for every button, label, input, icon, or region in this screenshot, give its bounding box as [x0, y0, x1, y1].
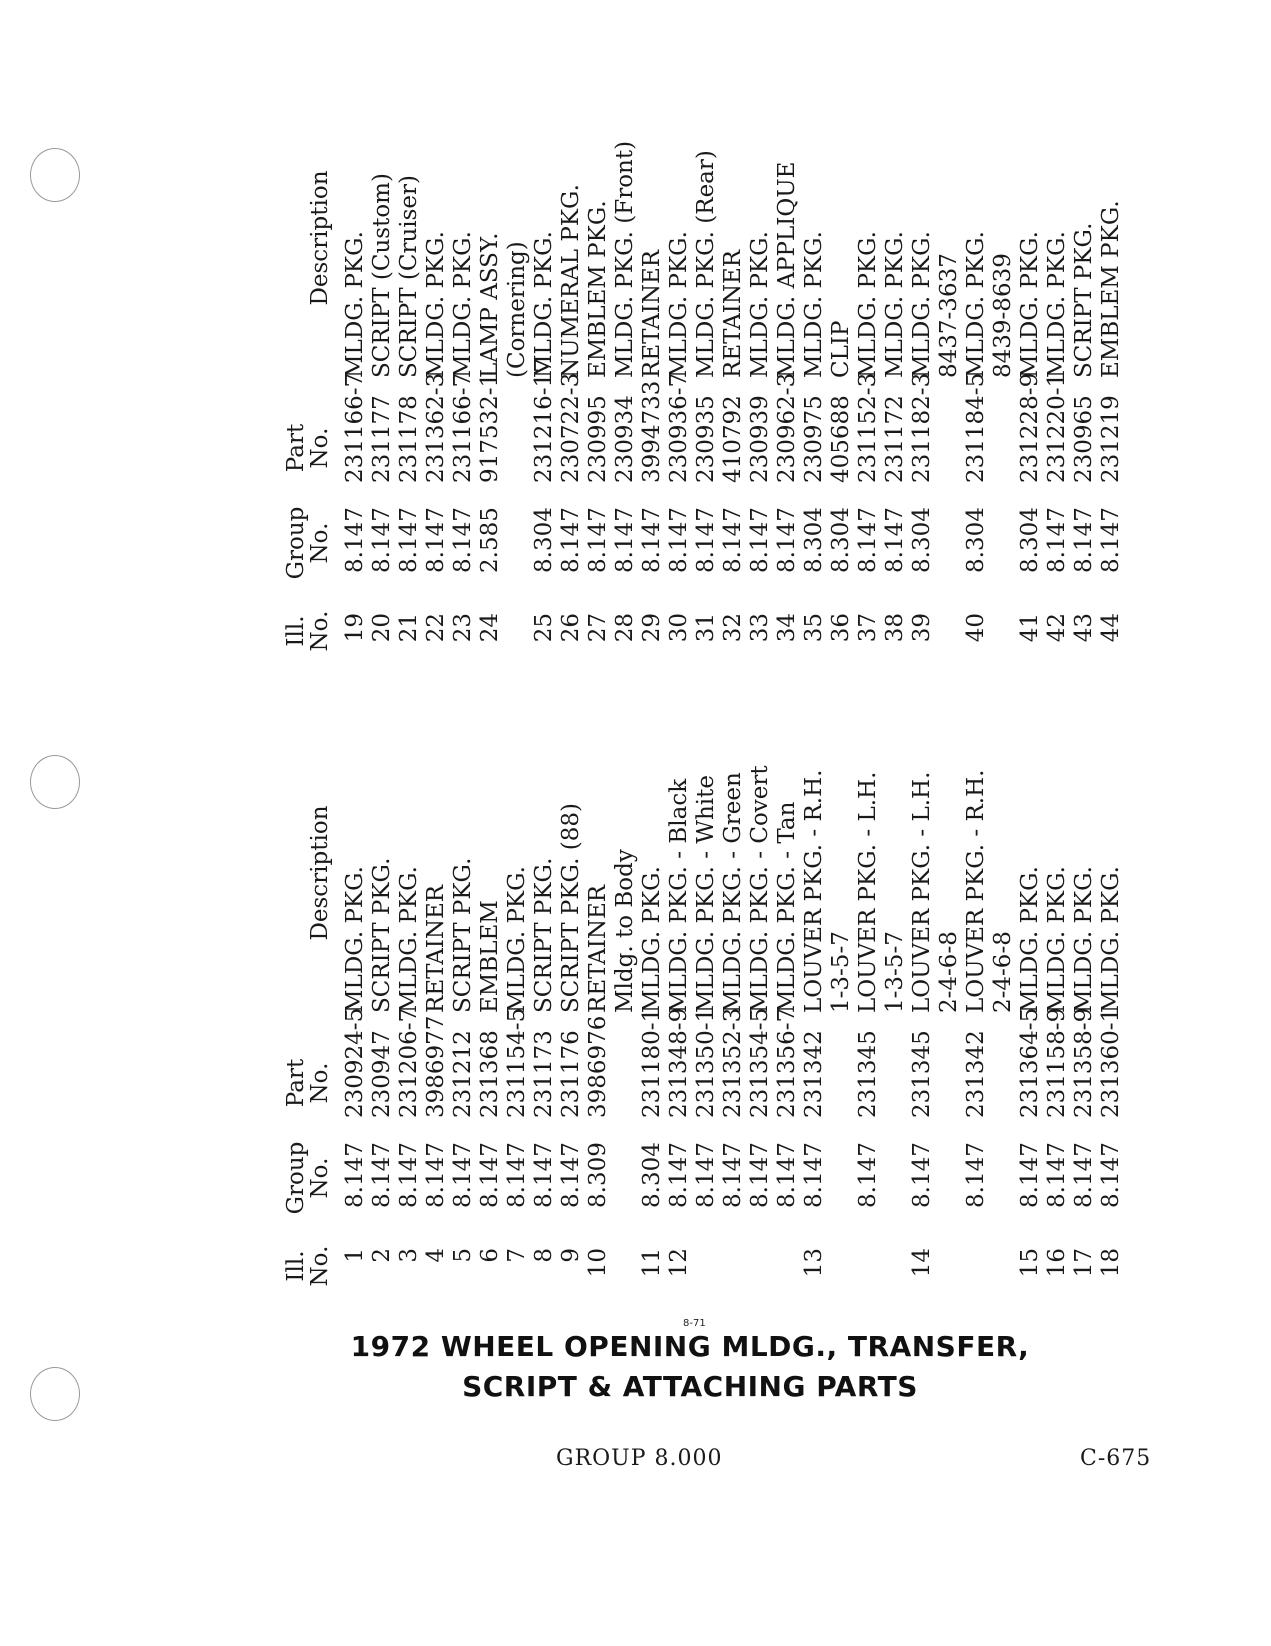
table-row: [531, 93, 558, 653]
part-number: 231180-1: [639, 1007, 665, 1118]
page-title-line-2: SCRIPT & ATTACHING PARTS: [462, 1370, 918, 1403]
group-number: 8.147: [423, 507, 449, 573]
group-number: 8.147: [369, 507, 395, 573]
part-number: 231342: [801, 1030, 827, 1118]
group-number: 2.585: [477, 507, 503, 573]
ill-number: 44: [1098, 613, 1124, 643]
part-number: 230965: [1071, 395, 1097, 483]
part-number: 231182-3: [909, 372, 935, 483]
group-number: 8.147: [801, 1142, 827, 1208]
group-number: 8.147: [423, 1142, 449, 1208]
table-row: [1071, 93, 1098, 653]
part-number: 231350-1: [693, 1007, 719, 1118]
group-number: 8.147: [693, 1142, 719, 1208]
table-row: [396, 678, 423, 1288]
part-number: 231206-7: [396, 1007, 422, 1118]
ill-number: 28: [612, 613, 638, 643]
ill-number: 12: [666, 1248, 692, 1278]
description: LOUVER PKG. - R.H.: [801, 769, 827, 1013]
table-row: [720, 93, 747, 653]
description: (Cornering): [504, 241, 530, 378]
part-number: 231158-9: [1044, 1007, 1070, 1118]
description: MLDG. PKG.: [639, 866, 665, 1013]
ill-number: 35: [801, 613, 827, 643]
table-row: [990, 678, 1017, 1288]
table-row: [1098, 93, 1125, 653]
group-number: 8.147: [477, 1142, 503, 1208]
group-number: 8.147: [774, 507, 800, 573]
part-number: 230995: [585, 395, 611, 483]
part-number: 3994733: [639, 380, 665, 483]
ill-number: 25: [531, 613, 557, 643]
part-number: 3986976: [585, 1015, 611, 1118]
table-row: [450, 678, 477, 1288]
ill-number: 15: [1017, 1248, 1043, 1278]
ill-number: 23: [450, 613, 476, 643]
table-row: [801, 93, 828, 653]
description: MLDG. PKG.: [342, 866, 368, 1013]
description: EMBLEM PKG.: [585, 200, 611, 378]
binder-hole-top: [30, 148, 80, 202]
description: MLDG. PKG. - Tan: [774, 801, 800, 1013]
header-group: Group No.: [283, 1141, 333, 1215]
description: MLDG. PKG. (Rear): [693, 150, 719, 378]
description: MLDG. PKG.: [423, 231, 449, 378]
table-row: [693, 93, 720, 653]
table-row: [909, 93, 936, 653]
description: MLDG. APPLIQUE: [774, 161, 800, 378]
group-number: 8.147: [585, 507, 611, 573]
part-number: 231219: [1098, 395, 1124, 483]
group-number: 8.147: [1098, 1142, 1124, 1208]
part-number: 230947: [369, 1030, 395, 1118]
description: MLDG. PKG. - White: [693, 774, 719, 1013]
ill-number: 22: [423, 613, 449, 643]
table-row: [747, 93, 774, 653]
description: SCRIPT (Custom): [369, 173, 395, 378]
description: SCRIPT PKG.: [369, 857, 395, 1013]
ill-number: 4: [423, 1248, 449, 1263]
table-row: [1044, 93, 1071, 653]
group-number: 8.304: [909, 507, 935, 573]
description: NUMERAL PKG.: [558, 184, 584, 378]
description: RETAINER: [639, 249, 665, 378]
group-number: 8.147: [855, 1142, 881, 1208]
part-number: 230939: [747, 395, 773, 483]
table-row: [963, 678, 990, 1288]
part-number: 231166-7: [450, 372, 476, 483]
part-number: 231228-9: [1017, 372, 1043, 483]
group-number: 8.147: [1017, 1142, 1043, 1208]
description: MLDG. PKG. - Covert: [747, 765, 773, 1013]
header-group: Group No.: [283, 506, 333, 580]
ill-number: 26: [558, 613, 584, 643]
group-number: 8.147: [639, 507, 665, 573]
ill-number: 38: [882, 613, 908, 643]
description: MLDG. PKG.: [801, 231, 827, 378]
table-row: [774, 93, 801, 653]
table-row: [477, 678, 504, 1288]
ill-number: 10: [585, 1248, 611, 1278]
description: MLDG. PKG.: [882, 231, 908, 378]
description: 2-4-6-8: [990, 931, 1016, 1013]
group-number: 8.147: [963, 1142, 989, 1208]
description: MLDG. PKG.: [342, 231, 368, 378]
part-number: 230722-3: [558, 372, 584, 483]
description: 1-3-5-7: [882, 931, 908, 1013]
part-number: 231360-1: [1098, 1007, 1124, 1118]
description: SCRIPT PKG.: [531, 857, 557, 1013]
part-number: 231352-3: [720, 1007, 746, 1118]
group-number: 8.304: [1017, 507, 1043, 573]
table-row: [963, 93, 990, 653]
part-number: 231154-5: [504, 1007, 530, 1118]
part-number: 231345: [909, 1030, 935, 1118]
description: RETAINER: [423, 884, 449, 1013]
ill-number: 9: [558, 1248, 584, 1263]
description: LOUVER PKG. - L.H.: [855, 771, 881, 1013]
header-part: Part No.: [283, 1058, 333, 1108]
part-number: 231172: [882, 395, 908, 483]
description: SCRIPT PKG.: [450, 857, 476, 1013]
table-row: [666, 93, 693, 653]
date-code: 8-71: [683, 1318, 706, 1329]
table-row: [504, 93, 531, 653]
description: MLDG. PKG.: [1044, 231, 1070, 378]
part-number: 230934: [612, 395, 638, 483]
ill-number: 13: [801, 1248, 827, 1278]
description: SCRIPT PKG. (88): [558, 803, 584, 1013]
group-number: 8.147: [1098, 507, 1124, 573]
ill-number: 36: [828, 613, 854, 643]
ill-number: 34: [774, 613, 800, 643]
description: MLDG. PKG.: [396, 866, 422, 1013]
parts-table-left: [260, 678, 1140, 1288]
group-number: 8.147: [1071, 1142, 1097, 1208]
description: SCRIPT PKG.: [1071, 222, 1097, 378]
ill-number: 43: [1071, 613, 1097, 643]
table-row: [531, 678, 558, 1288]
description: LOUVER PKG. - L.H.: [909, 771, 935, 1013]
page-number: C-675: [1080, 1446, 1152, 1471]
group-number: 8.147: [396, 507, 422, 573]
group-number: 8.147: [504, 1142, 530, 1208]
table-body: [342, 678, 1125, 1288]
part-number: 231177: [369, 395, 395, 483]
group-number: 8.147: [855, 507, 881, 573]
group-number: 8.147: [747, 1142, 773, 1208]
ill-number: 5: [450, 1248, 476, 1263]
part-number: 231220-1: [1044, 372, 1070, 483]
table-row: [612, 678, 639, 1288]
table-row: [855, 678, 882, 1288]
part-number: 231166-7: [342, 372, 368, 483]
part-number: 231173: [531, 1030, 557, 1118]
part-number: 231212: [450, 1030, 476, 1118]
table-row: [612, 93, 639, 653]
group-number: 8.147: [1044, 507, 1070, 573]
description: 8437-3637: [936, 253, 962, 378]
table-row: [477, 93, 504, 653]
part-number: 230975: [801, 395, 827, 483]
ill-number: 3: [396, 1248, 422, 1263]
description: MLDG. PKG.: [1044, 866, 1070, 1013]
part-number: 231348-9: [666, 1007, 692, 1118]
ill-number: 42: [1044, 613, 1070, 643]
group-number: 8.304: [828, 507, 854, 573]
table-row: [504, 678, 531, 1288]
table-row: [828, 678, 855, 1288]
description: MLDG. PKG.: [1017, 231, 1043, 378]
group-number: 8.147: [774, 1142, 800, 1208]
group-number: 8.147: [882, 507, 908, 573]
table-row: [801, 678, 828, 1288]
group-number: 8.147: [666, 507, 692, 573]
parts-table: [260, 118, 1140, 1288]
page-title-line-1: 1972 WHEEL OPENING MLDG., TRANSFER,: [350, 1330, 1030, 1363]
ill-number: 37: [855, 613, 881, 643]
part-number: 231216-17: [531, 358, 557, 483]
group-number: 8.147: [693, 507, 719, 573]
group-number: 8.304: [531, 507, 557, 573]
description: MLDG. PKG.: [1071, 866, 1097, 1013]
description: CLIP: [828, 320, 854, 378]
part-number: 231152-3: [855, 372, 881, 483]
table-row: [693, 678, 720, 1288]
group-number: 8.147: [558, 1142, 584, 1208]
group-number: 8.309: [585, 1142, 611, 1208]
description: MLDG. PKG.: [747, 231, 773, 378]
table-row: [909, 678, 936, 1288]
table-row: [1044, 678, 1071, 1288]
part-number: 230962-3: [774, 372, 800, 483]
description: EMBLEM PKG.: [1098, 200, 1124, 378]
header-part: Part No.: [283, 423, 333, 473]
table-header: [260, 93, 332, 653]
part-number: 231358-9: [1071, 1007, 1097, 1118]
header-description: Description: [307, 170, 333, 306]
part-number: 230935: [693, 395, 719, 483]
table-row: [936, 678, 963, 1288]
part-number: 231342: [963, 1030, 989, 1118]
group-number: 8.147: [369, 1142, 395, 1208]
table-row: [774, 678, 801, 1288]
description: MLDG. PKG.: [963, 231, 989, 378]
description: SCRIPT (Cruiser): [396, 174, 422, 378]
table-body: [342, 93, 1125, 653]
part-number: 231364-5: [1017, 1007, 1043, 1118]
group-number: 8.147: [531, 1142, 557, 1208]
ill-number: 24: [477, 613, 503, 643]
part-number: 917532-1: [477, 372, 503, 483]
group-number: 8.147: [450, 1142, 476, 1208]
part-number: 3986977: [423, 1015, 449, 1118]
description: MLDG. PKG.: [531, 231, 557, 378]
description: LOUVER PKG. - R.H.: [963, 769, 989, 1013]
table-row: [423, 93, 450, 653]
table-row: [1017, 678, 1044, 1288]
part-number: 231345: [855, 1030, 881, 1118]
group-number: 8.147: [720, 1142, 746, 1208]
parts-table-right: [260, 93, 1140, 653]
description: EMBLEM: [477, 900, 503, 1013]
group-number: 8.147: [450, 507, 476, 573]
ill-number: 17: [1071, 1248, 1097, 1278]
table-row: [936, 93, 963, 653]
part-number: 405688: [828, 395, 854, 483]
table-row: [1098, 678, 1125, 1288]
ill-number: 6: [477, 1248, 503, 1263]
table-row: [558, 93, 585, 653]
binder-hole-bottom: [30, 1367, 80, 1421]
table-row: [342, 678, 369, 1288]
table-row: [1071, 678, 1098, 1288]
group-number: 8.304: [801, 507, 827, 573]
description: MLDG. PKG.: [450, 231, 476, 378]
group-number: 8.304: [963, 507, 989, 573]
group-number: 8.304: [639, 1142, 665, 1208]
table-row: [639, 678, 666, 1288]
group-label: GROUP 8.000: [556, 1446, 723, 1471]
ill-number: 19: [342, 613, 368, 643]
table-header: [260, 678, 332, 1288]
group-number: 8.147: [342, 1142, 368, 1208]
part-number: 231362-3: [423, 372, 449, 483]
table-row: [342, 93, 369, 653]
description: 2-4-6-8: [936, 931, 962, 1013]
description: MLDG. PKG. - Black: [666, 778, 692, 1013]
ill-number: 18: [1098, 1248, 1124, 1278]
part-number: 231356-7: [774, 1007, 800, 1118]
part-number: 231368: [477, 1030, 503, 1118]
ill-number: 32: [720, 613, 746, 643]
table-row: [1017, 93, 1044, 653]
part-number: 230936-7: [666, 372, 692, 483]
table-row: [423, 678, 450, 1288]
ill-number: 20: [369, 613, 395, 643]
ill-number: 27: [585, 613, 611, 643]
ill-number: 31: [693, 613, 719, 643]
description: RETAINER: [585, 884, 611, 1013]
description: MLDG. PKG.: [855, 231, 881, 378]
table-row: [747, 678, 774, 1288]
header-description: Description: [307, 805, 333, 941]
table-row: [585, 678, 612, 1288]
description: MLDG. PKG.: [504, 866, 530, 1013]
ill-number: 1: [342, 1248, 368, 1263]
group-number: 8.147: [720, 507, 746, 573]
ill-number: 7: [504, 1248, 530, 1263]
ill-number: 21: [396, 613, 422, 643]
part-number: 410792: [720, 395, 746, 483]
group-number: 8.147: [1044, 1142, 1070, 1208]
table-row: [369, 93, 396, 653]
description: Mldg. to Body: [612, 849, 638, 1013]
description: MLDG. PKG.: [1098, 866, 1124, 1013]
header-ill: Ill. No.: [283, 1245, 333, 1287]
table-row: [990, 93, 1017, 653]
table-row: [450, 93, 477, 653]
table-row: [882, 678, 909, 1288]
part-number: 231184-5: [963, 372, 989, 483]
ill-number: 39: [909, 613, 935, 643]
description: MLDG. PKG.: [909, 231, 935, 378]
table-row: [666, 678, 693, 1288]
binder-hole-middle: [30, 755, 80, 809]
description: MLDG. PKG. (Front): [612, 140, 638, 378]
ill-number: 33: [747, 613, 773, 643]
header-ill: Ill. No.: [283, 610, 333, 652]
part-number: 231176: [558, 1030, 584, 1118]
table-row: [855, 93, 882, 653]
description: 1-3-5-7: [828, 931, 854, 1013]
description: LAMP ASSY.: [477, 232, 503, 378]
ill-number: 2: [369, 1248, 395, 1263]
ill-number: 29: [639, 613, 665, 643]
description: MLDG. PKG.: [666, 231, 692, 378]
description: MLDG. PKG.: [1017, 866, 1043, 1013]
group-number: 8.147: [747, 507, 773, 573]
ill-number: 11: [639, 1248, 665, 1278]
table-row: [720, 678, 747, 1288]
group-number: 8.147: [666, 1142, 692, 1208]
part-number: 231354-5: [747, 1007, 773, 1118]
ill-number: 40: [963, 613, 989, 643]
group-number: 8.147: [558, 507, 584, 573]
table-row: [882, 93, 909, 653]
table-row: [558, 678, 585, 1288]
group-number: 8.147: [1071, 507, 1097, 573]
description: 8439-8639: [990, 253, 1016, 378]
part-number: 231178: [396, 395, 422, 483]
ill-number: 14: [909, 1248, 935, 1278]
group-number: 8.147: [612, 507, 638, 573]
ill-number: 30: [666, 613, 692, 643]
table-row: [828, 93, 855, 653]
table-row: [639, 93, 666, 653]
table-row: [396, 93, 423, 653]
part-number: 230924-5: [342, 1007, 368, 1118]
ill-number: 41: [1017, 613, 1043, 643]
table-row: [369, 678, 396, 1288]
group-number: 8.147: [396, 1142, 422, 1208]
table-row: [585, 93, 612, 653]
ill-number: 16: [1044, 1248, 1070, 1278]
group-number: 8.147: [342, 507, 368, 573]
description: MLDG. PKG. - Green: [720, 772, 746, 1013]
description: RETAINER: [720, 249, 746, 378]
group-number: 8.147: [909, 1142, 935, 1208]
ill-number: 8: [531, 1248, 557, 1263]
